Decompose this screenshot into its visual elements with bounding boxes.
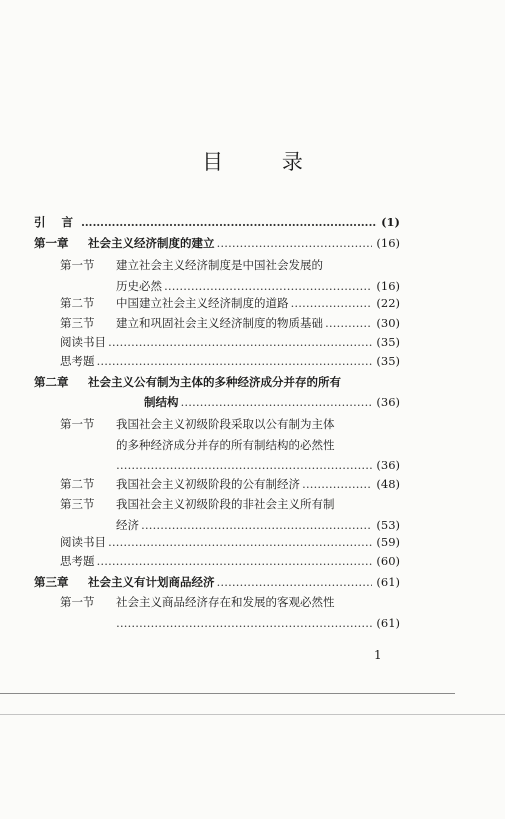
entry-title: 社会主义商品经济存在和发展的客观必然性 [116, 595, 335, 609]
entry-title-cont: 历史必然 [116, 279, 162, 293]
toc-entry-section-1-1 [60, 258, 400, 293]
entry-page: (35) [376, 335, 400, 349]
entry-title: 思考题 [60, 354, 95, 368]
leader-dots [97, 354, 373, 368]
toc-entry-section-1-2 [60, 296, 400, 310]
entry-title-cont: 经济 [116, 518, 139, 532]
leader-dots [141, 518, 372, 532]
leader-dots [116, 458, 372, 472]
section-label: 第二节 [60, 296, 95, 310]
toc-entry-section-1-3 [60, 316, 400, 330]
leader-dots [116, 616, 372, 630]
entry-title: 我国社会主义初级阶段采取以公有制为主体 [116, 417, 335, 431]
entry-title: 我国社会主义初级阶段的公有制经济 [116, 477, 300, 491]
entry-page: (16) [376, 236, 400, 250]
leader-dots [181, 395, 373, 409]
entry-title: 建立和巩固社会主义经济制度的物质基础 [116, 316, 323, 330]
entry-page: (16) [376, 279, 400, 293]
chapter-label: 第三章 [34, 575, 69, 589]
entry-page: (60) [376, 554, 400, 568]
entry-title-cont: 的多种经济成分并存的所有制结构的必然性 [116, 438, 335, 452]
entry-page: (61) [376, 575, 400, 589]
leader-dots [217, 236, 373, 250]
toc-entry-chapter-2 [34, 375, 400, 409]
entry-title: 中国建立社会主义经济制度的道路 [116, 296, 289, 310]
entry-page: (1) [381, 215, 400, 229]
chapter-label: 第二章 [34, 375, 69, 389]
entry-page: (36) [376, 395, 400, 409]
entry-page: (36) [376, 458, 400, 472]
entry-page: (59) [376, 535, 400, 549]
toc-entry-section-2-1 [60, 417, 400, 472]
leader-dots [108, 335, 372, 349]
entry-title: 阅读书目 [60, 535, 106, 549]
scan-edge-line [0, 714, 505, 715]
entry-page: (53) [376, 518, 400, 532]
leader-dots [325, 316, 372, 330]
toc-entry-section-2-2 [60, 477, 400, 491]
entry-title: 思考题 [60, 554, 95, 568]
leader-dots [164, 279, 372, 293]
entry-title: 社会主义经济制度的建立 [88, 236, 215, 250]
toc-entry-questions-1 [60, 354, 400, 368]
toc-entry-questions-2 [60, 554, 400, 568]
leader-dots [291, 296, 373, 310]
chapter-label: 第一章 [34, 236, 69, 250]
toc-entry-section-3-1 [60, 595, 400, 630]
page-title: 目 录 [202, 150, 329, 174]
scan-edge-line [0, 693, 455, 694]
toc-entry-intro [34, 215, 400, 229]
section-label: 第一节 [60, 595, 95, 609]
entry-title: 引 言 [34, 215, 80, 229]
leader-dots [97, 554, 373, 568]
toc-entry-chapter-3 [34, 575, 400, 589]
section-label: 第一节 [60, 417, 95, 431]
entry-page: (22) [376, 296, 400, 310]
entry-page: (48) [376, 477, 400, 491]
leader-dots [108, 535, 372, 549]
entry-title: 我国社会主义初级阶段的非社会主义所有制 [116, 497, 335, 511]
toc-entry-section-2-3 [60, 497, 400, 532]
toc-entry-reading-1 [60, 335, 400, 349]
toc-entry-chapter-1 [34, 236, 400, 250]
section-label: 第一节 [60, 258, 95, 272]
leader-dots [302, 477, 372, 491]
section-label: 第三节 [60, 316, 95, 330]
entry-title: 社会主义有计划商品经济 [88, 575, 215, 589]
entry-page: (35) [376, 354, 400, 368]
toc-entry-reading-2 [60, 535, 400, 549]
entry-page: (61) [376, 616, 400, 630]
entry-title: 建立社会主义经济制度是中国社会发展的 [116, 258, 323, 272]
section-label: 第三节 [60, 497, 95, 511]
entry-title: 社会主义公有制为主体的多种经济成分并存的所有 [88, 375, 341, 389]
leader-dots [81, 215, 377, 229]
section-label: 第二节 [60, 477, 95, 491]
entry-page: (30) [376, 316, 400, 330]
entry-title: 阅读书目 [60, 335, 106, 349]
page-number: 1 [374, 648, 382, 662]
leader-dots [217, 575, 373, 589]
entry-title-cont: 制结构 [144, 395, 179, 409]
